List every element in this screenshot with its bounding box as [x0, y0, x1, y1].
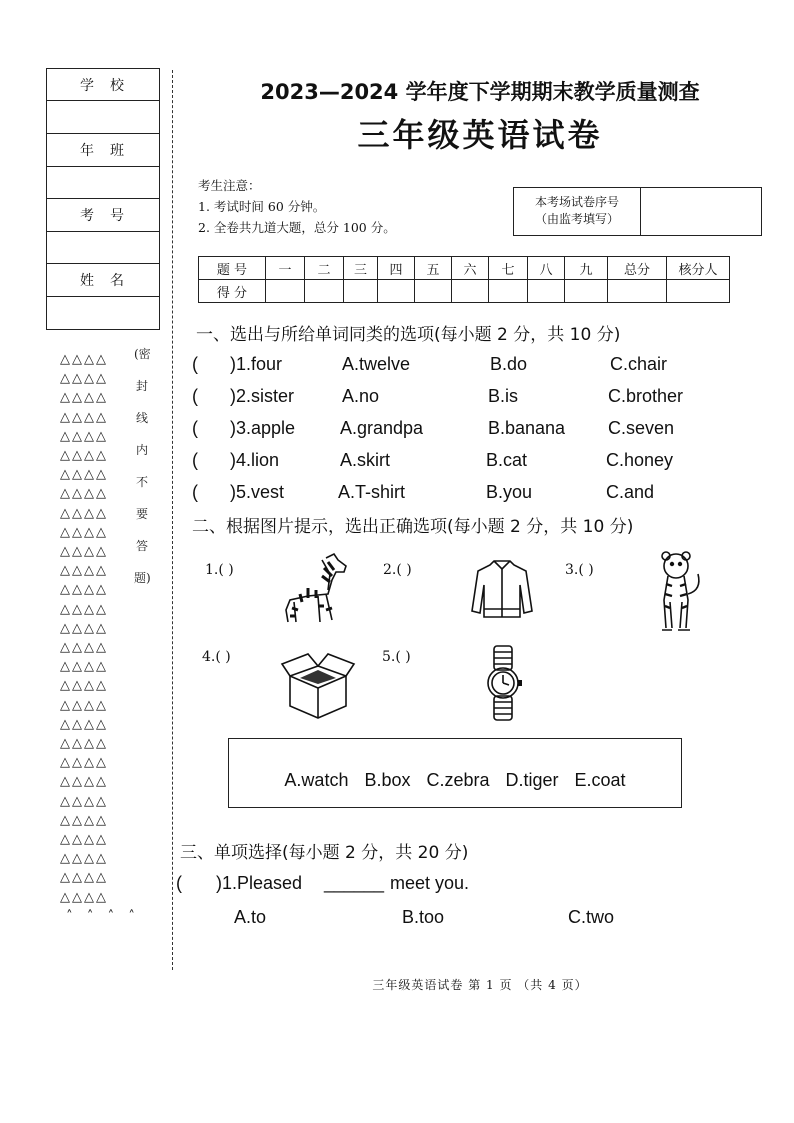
section1-title: 一、选出与所给单词同类的选项(每小题 2 分，共 10 分) — [196, 325, 621, 345]
seal-line-notice — [134, 346, 150, 602]
picture-question-label[interactable]: 3.( ) — [565, 562, 594, 578]
picture-option: C.zebra — [426, 769, 490, 790]
score-col: 四 — [378, 257, 415, 280]
option-c: C.chair — [610, 354, 668, 374]
option-c: C.brother — [608, 386, 684, 406]
question-stem: 1.Pleased — [222, 873, 303, 893]
question-stem: 5.vest — [236, 482, 285, 502]
score-col: 总分 — [608, 257, 667, 280]
watch-icon — [482, 644, 524, 722]
option-c: C.honey — [606, 450, 674, 470]
score-cell[interactable] — [489, 280, 528, 303]
section1-questions — [192, 354, 752, 514]
coat-icon — [470, 557, 534, 621]
student-info-box — [46, 68, 160, 330]
exam-no-field[interactable] — [47, 232, 159, 264]
option-a: A.grandpa — [340, 418, 424, 438]
section3-question — [176, 873, 656, 937]
question-stem: 2.sister — [236, 386, 295, 406]
class-label: 年班 — [47, 134, 159, 167]
answer-paren-open[interactable]: ( — [192, 482, 198, 502]
score-row-label: 得 分 — [199, 280, 266, 303]
notice-item: 2. 全卷共九道大题，总分 100 分。 — [198, 220, 396, 235]
option-a: A.no — [342, 386, 380, 406]
candidate-notice — [198, 175, 396, 238]
score-col: 九 — [565, 257, 608, 280]
paper-serial-line2: （由监考填写） — [534, 212, 619, 226]
score-col: 五 — [415, 257, 452, 280]
picture-question-label[interactable]: 5.( ) — [382, 649, 411, 665]
option-c: C.two — [568, 907, 615, 927]
paper-serial-line1: 本考场试卷序号 — [534, 195, 619, 209]
question-stem-tail: meet you. — [390, 873, 470, 893]
seal-char: (密 — [134, 347, 151, 361]
option-b: B.is — [488, 386, 519, 406]
seal-char: 要 — [135, 507, 148, 521]
score-cell[interactable] — [565, 280, 608, 303]
option-b: B.cat — [486, 450, 528, 470]
picture-question-label[interactable]: 1.( ) — [205, 562, 234, 578]
school-field[interactable] — [47, 101, 159, 134]
score-cell[interactable] — [305, 280, 344, 303]
score-cell[interactable] — [608, 280, 667, 303]
score-col: 核分人 — [667, 257, 730, 280]
name-field[interactable] — [47, 297, 159, 329]
section3-title: 三、单项选择(每小题 2 分，共 20 分) — [180, 843, 469, 863]
answer-paren-close: ) — [230, 418, 236, 438]
tiger-icon — [650, 550, 706, 636]
question-stem: 4.lion — [236, 450, 280, 470]
seal-char: 封 — [135, 379, 148, 393]
section2-title: 二、根据图片提示，选出正确选项(每小题 2 分，共 10 分) — [192, 517, 634, 537]
score-cell[interactable] — [667, 280, 730, 303]
option-a: A.skirt — [340, 450, 391, 470]
zebra-icon — [278, 550, 354, 630]
score-col: 七 — [489, 257, 528, 280]
option-c: C.and — [606, 482, 655, 502]
score-cell[interactable] — [344, 280, 378, 303]
paper-serial-label — [514, 188, 641, 235]
exam-title: 2023—2024 学年度下学期期末教学质量测查 — [260, 80, 700, 104]
picture-option: A.watch — [284, 769, 349, 790]
score-cell[interactable] — [266, 280, 305, 303]
paper-serial-field[interactable] — [641, 188, 761, 235]
answer-paren-open[interactable]: ( — [192, 386, 198, 406]
answer-paren-open[interactable]: ( — [192, 418, 198, 438]
exam-no-label: 考号 — [47, 199, 159, 232]
notice-heading: 考生注意： — [198, 178, 261, 193]
score-cell[interactable] — [415, 280, 452, 303]
question-stem: 3.apple — [236, 418, 296, 438]
seal-char: 答 — [135, 539, 148, 553]
picture-option: B.box — [364, 769, 411, 790]
paper-serial-box — [513, 187, 762, 236]
exam-subtitle: 三年级英语试卷 — [357, 116, 603, 154]
answer-paren-open[interactable]: ( — [192, 354, 198, 374]
seal-char: 不 — [135, 475, 148, 489]
name-label: 姓名 — [47, 264, 159, 297]
option-a: A.twelve — [342, 354, 411, 374]
answer-paren-close: ) — [230, 354, 236, 374]
score-col: 二 — [305, 257, 344, 280]
seal-char: 内 — [135, 443, 148, 457]
cut-line — [172, 70, 173, 970]
score-col: 八 — [528, 257, 565, 280]
question-stem: 1.four — [236, 354, 283, 374]
score-col: 六 — [452, 257, 489, 280]
class-field[interactable] — [47, 167, 159, 199]
answer-paren-open[interactable]: ( — [176, 873, 182, 893]
seal-char: 题) — [134, 571, 151, 585]
score-table-header-label: 题 号 — [199, 257, 266, 280]
score-cell[interactable] — [528, 280, 565, 303]
option-a: A.T-shirt — [338, 482, 406, 502]
picture-option: E.coat — [574, 769, 626, 790]
answer-paren-close: ) — [216, 873, 222, 893]
seal-char: 线 — [135, 411, 148, 425]
box-icon — [280, 648, 356, 720]
answer-blank[interactable]: ______ — [324, 873, 385, 893]
option-a: A.to — [234, 907, 267, 927]
picture-question-label[interactable]: 2.( ) — [383, 562, 412, 578]
answer-paren-close: ) — [230, 482, 236, 502]
picture-options-box — [228, 738, 682, 808]
option-b: B.do — [490, 354, 528, 374]
page-footer: 三年级英语试卷 第 1 页 （共 4 页） — [372, 978, 588, 992]
picture-question-label[interactable]: 4.( ) — [202, 649, 231, 665]
notice-item: 1. 考试时间 60 分钟。 — [198, 199, 326, 214]
score-cell[interactable] — [378, 280, 415, 303]
score-table — [198, 256, 730, 303]
school-label: 学校 — [47, 69, 159, 101]
score-col: 三 — [344, 257, 378, 280]
option-b: B.too — [402, 907, 445, 927]
option-c: C.seven — [608, 418, 675, 438]
answer-paren-open[interactable]: ( — [192, 450, 198, 470]
option-b: B.you — [486, 482, 533, 502]
picture-option: D.tiger — [505, 769, 559, 790]
triangle-border-decoration: △△△△ △△△△ △△△△ △△△△ △△△△ △△△△ △△△△ △△△△ △△△△ △△△△ △△△△ △△△△ △△△△ △△△△ △△△△ △△△△ △△△△ △△△△ △△△△ △△△△ △△△△ △△△△ △△△△ △△△△ △△△△ △△△△ △△△△ △△△△ △△△△ ˄ ˄ ˄ ˄ — [60, 352, 137, 924]
answer-paren-close: ) — [230, 386, 236, 406]
score-col: 一 — [266, 257, 305, 280]
score-cell[interactable] — [452, 280, 489, 303]
answer-paren-close: ) — [230, 450, 236, 470]
option-b: B.banana — [488, 418, 566, 438]
